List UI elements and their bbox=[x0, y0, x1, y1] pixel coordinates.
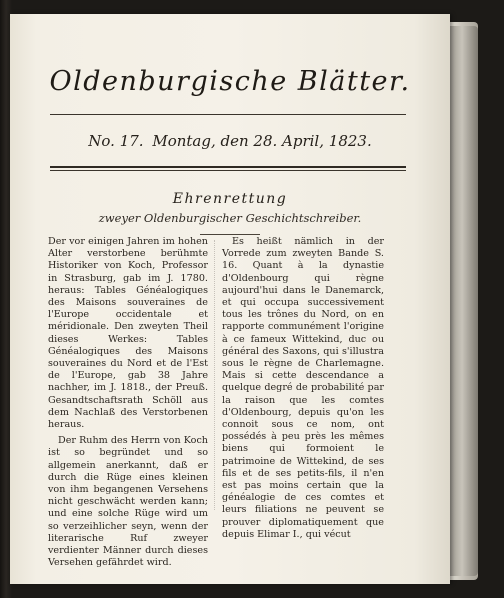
article-subheading: zweyer Oldenburgischer Geschichtschreiber. bbox=[98, 211, 362, 225]
paragraph: Der vor einigen Jahren im hohen Alter verstorbene berühmte Historiker von Koch, Professor in Strasburg, gab im J. 1780. heraus: Tables Généalogiques des Maisons souveraines de l'Europe occidentale et méridionale. Den zweyten Theil dieses Werkes: Tables Généalogiques des Maisons souveraines du Nord et de l'Est de l'Europe, gab 38 Jahre nachher, im J. 1818., der Preuß. Gesandtschaftsrath Schöll aus dem Nachlaß des Verstorbenen heraus. bbox=[48, 236, 208, 431]
article-right-column bbox=[222, 236, 384, 545]
masthead-title: Oldenburgische Blätter. bbox=[49, 66, 411, 97]
paragraph: Der Ruhm des Herrn von Koch ist so begründet und so allgemein anerkannt, daß er durch die Rüge eines kleinen von ihm begangenen Versehens nicht geschwächt werden kann; und eine solche Rüge wird um so verzeihlicher seyn, wenn der literarische Ruf zweyer verdienter Männer durch dieses Versehen gefährdet wird. bbox=[48, 435, 208, 569]
dateline-rule-thick bbox=[50, 166, 406, 168]
newspaper-page bbox=[10, 14, 450, 584]
dateline-rule-thin bbox=[50, 170, 406, 171]
issue-number: No. 17. bbox=[88, 132, 144, 150]
article-left-column bbox=[48, 236, 208, 573]
paragraph: Es heißt nämlich in der Vorrede zum zweyten Bande S. 16. Quant à la dynastie d'Oldenbourg qui règne aujourd'hui dans le Danemarck, et qui occupa successivement tous les trônes du Nord, on en rapporte communément l'origine à ce fameux Wittekind, duc ou général des Saxons, qui s'illustra sous le règne de Charlemagne. Mais si cette descendance a quelque degré de probabilité par la raison que les comtes d'Oldenbourg, depuis qu'on les connoit sous ce nom, ont possédés à peu près les mêmes biens qui formoient le patrimoine de Wittekind, de ses fils et de ses petits-fils, il n'en est pas moins certain que la généalogie de ces comtes et leurs filiations ne peuvent se prouver diplomatiquement que depuis Elimar I., qui vécut bbox=[222, 236, 384, 540]
dateline bbox=[10, 132, 450, 150]
issue-date: Montag, den 28. April, 1823. bbox=[152, 132, 372, 150]
underlying-page-edge bbox=[446, 26, 478, 576]
masthead-rule bbox=[50, 114, 406, 115]
heading-divider bbox=[200, 234, 260, 235]
article-heading: Ehrenrettung bbox=[172, 191, 288, 207]
column-divider bbox=[214, 240, 215, 510]
